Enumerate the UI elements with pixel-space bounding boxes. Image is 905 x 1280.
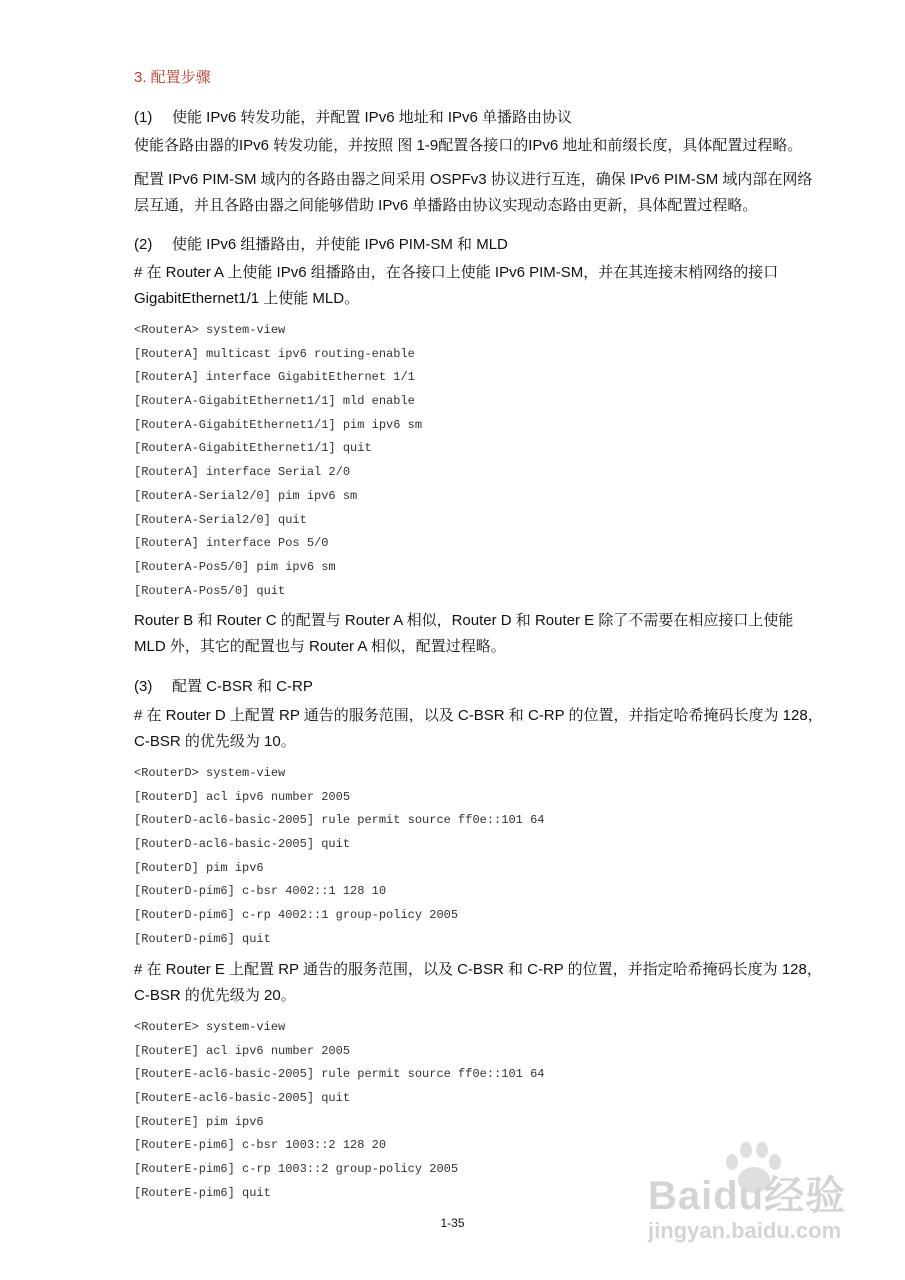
step-number: (1) bbox=[134, 109, 153, 126]
code-line: [RouterA-GigabitEthernet1/1] mld enable bbox=[134, 394, 415, 409]
code-line: [RouterA-GigabitEthernet1/1] quit bbox=[134, 441, 372, 456]
step-2 bbox=[134, 233, 508, 254]
paragraph-1: 使能各路由器的IPv6 转发功能，并按照 图 1-9配置各接口的IPv6 地址和前缀长度，具体配置过程略。 bbox=[134, 137, 803, 154]
paragraph-5: # 在 Router D 上配置 RP 通告的服务范围，以及 C-BSR 和 C-RP 的位置，并指定哈希掩码长度为 128，C-BSR 的优先级为 10。 bbox=[134, 707, 823, 750]
code-line: [RouterE-pim6] quit bbox=[134, 1185, 271, 1200]
code-line: [RouterE] acl ipv6 number 2005 bbox=[134, 1043, 351, 1058]
code-line: [RouterE-pim6] c-rp 1003::2 group-policy 2005 bbox=[134, 1162, 459, 1177]
watermark-brand: Baidu经验 bbox=[648, 1174, 847, 1218]
code-line: <RouterE> system-view bbox=[134, 1020, 286, 1034]
paragraph-6: # 在 Router E 上配置 RP 通告的服务范围，以及 C-BSR 和 C-RP 的位置，并指定哈希掩码长度为 128，C-BSR 的优先级为 20。 bbox=[134, 961, 822, 1004]
code-line: [RouterD-acl6-basic-2005] quit bbox=[134, 837, 351, 852]
paragraph-2: 配置 IPv6 PIM-SM 域内的各路由器之间采用 OSPFv3 协议进行互连，确保 IPv6 PIM-SM 域内部在网络层互通，并且各路由器之间能够借助 IPv6 单播路由协议实现动态路由更新，具体配置过程略。 bbox=[134, 171, 813, 214]
code-line: [RouterA-Pos5/0] quit bbox=[134, 583, 286, 598]
code-line: [RouterE-pim6] c-bsr 1003::2 128 20 bbox=[134, 1138, 387, 1153]
code-line: [RouterD] acl ipv6 number 2005 bbox=[134, 789, 351, 804]
code-line: [RouterA] interface GigabitEthernet 1/1 bbox=[134, 370, 415, 385]
code-line: [RouterD] pim ipv6 bbox=[134, 860, 264, 875]
code-line: [RouterA] multicast ipv6 routing-enable bbox=[134, 346, 415, 361]
code-line: [RouterA-Serial2/0] quit bbox=[134, 512, 307, 527]
step-text: 使能 IPv6 转发功能，并配置 IPv6 地址和 IPv6 单播路由协议 bbox=[172, 109, 573, 126]
code-block-router-e bbox=[134, 1016, 544, 1206]
step-number: (3) bbox=[134, 678, 153, 695]
code-line: <RouterD> system-view bbox=[134, 766, 286, 780]
paragraph-3: # 在 Router A 上使能 IPv6 组播路由，在各接口上使能 IPv6 PIM-SM，并在其连接末梢网络的接口 GigabitEthernet1/1 上使能 MLD。 bbox=[134, 264, 779, 307]
step-text: 使能 IPv6 组播路由，并使能 IPv6 PIM-SM 和 MLD bbox=[172, 236, 508, 253]
step-text: 配置 C-BSR 和 C-RP bbox=[172, 678, 313, 695]
code-line: [RouterE-acl6-basic-2005] quit bbox=[134, 1091, 351, 1106]
baidu-watermark bbox=[638, 1140, 868, 1250]
code-block-router-a bbox=[134, 319, 422, 603]
code-line: [RouterA-Serial2/0] pim ipv6 sm bbox=[134, 488, 358, 503]
code-block-router-d bbox=[134, 762, 544, 952]
code-line: [RouterD-pim6] quit bbox=[134, 931, 271, 946]
code-line: [RouterE] pim ipv6 bbox=[134, 1114, 264, 1129]
section-heading: 3. 配置步骤 bbox=[134, 69, 211, 86]
code-line: [RouterA] interface Serial 2/0 bbox=[134, 465, 351, 480]
paragraph-4: Router B 和 Router C 的配置与 Router A 相似，Router D 和 Router E 除了不需要在相应接口上使能 MLD 外，其它的配置也与 Router A 相似，配置过程略。 bbox=[134, 612, 794, 655]
code-line: [RouterD-pim6] c-bsr 4002::1 128 10 bbox=[134, 884, 387, 899]
page-number: 1-35 bbox=[440, 1216, 465, 1230]
code-line: [RouterA] interface Pos 5/0 bbox=[134, 536, 329, 551]
step-1 bbox=[134, 106, 572, 127]
step-3 bbox=[134, 675, 313, 696]
code-line: [RouterA-Pos5/0] pim ipv6 sm bbox=[134, 559, 336, 574]
code-line: [RouterD-pim6] c-rp 4002::1 group-policy 2005 bbox=[134, 908, 459, 923]
code-line: [RouterD-acl6-basic-2005] rule permit source ff0e::101 64 bbox=[134, 813, 545, 828]
step-number: (2) bbox=[134, 236, 153, 253]
code-line: <RouterA> system-view bbox=[134, 323, 286, 337]
watermark-url: jingyan.baidu.com bbox=[648, 1218, 842, 1243]
code-line: [RouterA-GigabitEthernet1/1] pim ipv6 sm bbox=[134, 417, 423, 432]
code-line: [RouterE-acl6-basic-2005] rule permit source ff0e::101 64 bbox=[134, 1067, 545, 1082]
